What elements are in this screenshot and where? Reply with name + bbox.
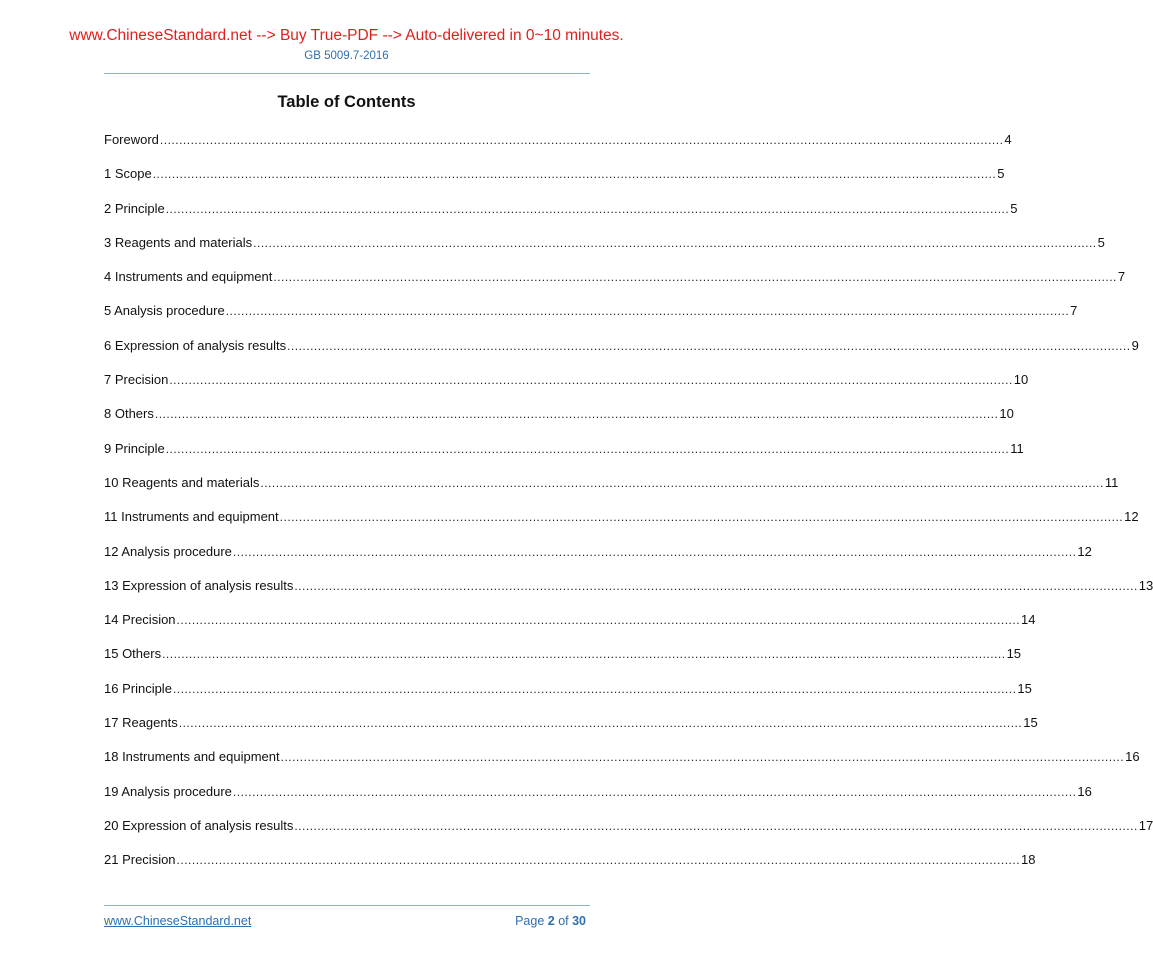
toc-entry-page: 10	[1013, 372, 1029, 388]
toc-dot-leader: ............................................................................................................................................................................................................................	[159, 133, 1004, 147]
toc-dot-leader: ............................................................................................................................................................................................................................	[253, 235, 1097, 250]
toc-dot-leader: ............................................................................................................................................................................................................................	[260, 475, 1104, 490]
toc-entry-label: 6 Expression of analysis results	[104, 337, 287, 353]
toc-entry[interactable]	[104, 542, 1092, 576]
toc-dot-leader: ............................................................................................................................................................................................................................	[172, 681, 1017, 696]
toc-entry-page: 5	[997, 166, 1005, 182]
toc-entry-label: Foreword	[104, 132, 159, 147]
toc-entry-label: 21 Precision	[104, 852, 176, 868]
toc-entry-label: 8 Others	[104, 406, 154, 422]
toc-entry-page: 12	[1077, 543, 1092, 559]
toc-entry-label: 16 Principle	[104, 680, 172, 696]
toc-entry[interactable]	[104, 576, 1153, 610]
toc-entry-page: 15	[1006, 646, 1022, 662]
toc-dot-leader: ............................................................................................................................................................................................................................	[176, 853, 1021, 868]
toc-entry-label: 15 Others	[104, 646, 162, 662]
toc-entry[interactable]	[104, 507, 1139, 541]
toc-entry-page: 11	[1104, 474, 1119, 490]
toc-dot-leader: ............................................................................................................................................................................................................................	[280, 750, 1125, 765]
toc-dot-leader: ............................................................................................................................................................................................................................	[232, 784, 1077, 799]
toc-dot-leader: ............................................................................................................................................................................................................................	[225, 304, 1070, 319]
toc-dot-leader: ............................................................................................................................................................................................................................	[178, 716, 1023, 731]
page-separator: of	[554, 914, 573, 928]
toc-entry-label: 20 Expression of analysis results	[104, 817, 294, 833]
toc-entry[interactable]	[104, 816, 1153, 850]
toc-entry-page: 5	[1010, 200, 1018, 216]
toc-entry[interactable]	[104, 713, 1038, 747]
toc-entry-label: 19 Analysis procedure	[104, 783, 232, 799]
toc-dot-leader: ............................................................................................................................................................................................................................	[279, 510, 1124, 525]
toc-entry[interactable]	[104, 439, 1024, 473]
toc-entry-label: 7 Precision	[104, 372, 169, 388]
toc-entry-label: 17 Reagents	[104, 715, 178, 731]
toc-entry-label: 14 Precision	[104, 612, 176, 628]
header-banner[interactable]: www.ChineseStandard.net --> Buy True-PDF --> Auto-delivered in 0~10 minutes.	[69, 27, 624, 44]
toc-title: Table of Contents	[277, 93, 416, 111]
toc-entry-label: 3 Reagents and materials	[104, 234, 253, 250]
toc-entry-page: 15	[1023, 715, 1038, 731]
toc-entry-page: 16	[1125, 749, 1140, 765]
toc-entry-page: 12	[1124, 509, 1139, 525]
toc-entry-page: 4	[1004, 132, 1012, 147]
toc-dot-leader: ............................................................................................................................................................................................................................	[273, 270, 1117, 285]
toc-entry[interactable]	[104, 336, 1139, 370]
toc-dot-leader: ............................................................................................................................................................................................................................	[169, 373, 1013, 388]
toc-entry[interactable]	[104, 679, 1032, 713]
page-total: 30	[572, 914, 586, 928]
toc-entry-label: 13 Expression of analysis results	[104, 577, 294, 593]
toc-dot-leader: ............................................................................................................................................................................................................................	[294, 578, 1138, 593]
toc-entry[interactable]	[104, 747, 1140, 781]
toc-entry[interactable]	[104, 164, 1005, 198]
toc-dot-leader: ............................................................................................................................................................................................................................	[154, 407, 999, 422]
toc-entry-page: 10	[999, 406, 1014, 422]
toc-entry-page: 18	[1021, 852, 1036, 868]
toc-entry-label: 10 Reagents and materials	[104, 474, 260, 490]
toc-entry[interactable]	[104, 199, 1018, 233]
standard-code: GB 5009.7-2016	[304, 50, 389, 62]
toc-dot-leader: ............................................................................................................................................................................................................................	[165, 441, 1010, 456]
toc-entry[interactable]	[104, 130, 1012, 164]
footer-divider	[104, 905, 590, 906]
toc-entry-label: 1 Scope	[104, 166, 152, 182]
toc-entry-label: 11 Instruments and equipment	[104, 509, 279, 525]
toc-entry-label: 18 Instruments and equipment	[104, 749, 280, 765]
toc-entry-label: 12 Analysis procedure	[104, 543, 232, 559]
toc-entry[interactable]	[104, 404, 1014, 438]
page-current: 2	[547, 914, 555, 928]
toc-entry-label: 5 Analysis procedure	[104, 303, 225, 319]
toc-entry[interactable]	[104, 782, 1092, 816]
toc-entry[interactable]	[104, 850, 1036, 884]
toc-entry-page: 9	[1131, 337, 1139, 353]
toc-dot-leader: ............................................................................................................................................................................................................................	[287, 338, 1131, 353]
toc-dot-leader: ............................................................................................................................................................................................................................	[176, 613, 1021, 628]
toc-entry-page: 13	[1138, 577, 1153, 593]
toc-entry-label: 4 Instruments and equipment	[104, 269, 273, 285]
toc-entry-page: 7	[1070, 303, 1078, 319]
toc-entry-page: 17	[1138, 817, 1153, 833]
toc-entry[interactable]	[104, 370, 1029, 404]
toc-entry[interactable]	[104, 610, 1036, 644]
page-prefix: Page	[515, 914, 548, 928]
footer-website-link[interactable]: www.ChineseStandard.net	[104, 914, 252, 928]
toc-entry[interactable]	[104, 644, 1022, 678]
toc-dot-leader: ............................................................................................................................................................................................................................	[232, 544, 1077, 559]
toc-entry[interactable]	[104, 267, 1126, 301]
page-indicator	[515, 914, 586, 928]
toc-list	[104, 130, 1153, 885]
toc-dot-leader: ............................................................................................................................................................................................................................	[165, 201, 1010, 216]
toc-entry-page: 14	[1021, 612, 1036, 628]
toc-entry-label: 2 Principle	[104, 200, 165, 216]
toc-entry-page: 16	[1077, 783, 1092, 799]
toc-dot-leader: ............................................................................................................................................................................................................................	[152, 167, 997, 182]
toc-entry-page: 15	[1017, 680, 1032, 696]
toc-entry-page: 7	[1117, 269, 1126, 285]
toc-entry[interactable]	[104, 233, 1105, 267]
toc-entry-page: 11	[1010, 440, 1024, 456]
toc-dot-leader: ............................................................................................................................................................................................................................	[294, 818, 1138, 833]
toc-entry[interactable]	[104, 473, 1119, 507]
toc-entry-page: 5	[1097, 234, 1105, 250]
toc-entry-label: 9 Principle	[104, 440, 165, 456]
header-divider	[104, 73, 590, 74]
toc-entry[interactable]	[104, 301, 1078, 335]
toc-dot-leader: ............................................................................................................................................................................................................................	[162, 647, 1006, 662]
